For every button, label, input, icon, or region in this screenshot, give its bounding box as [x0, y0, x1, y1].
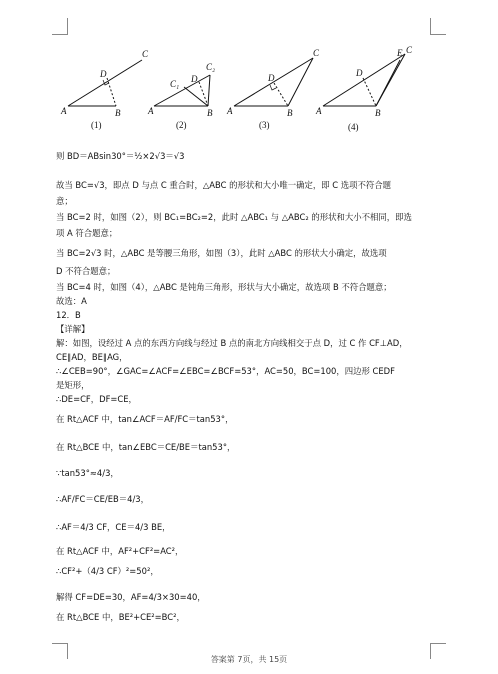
line-8: 当 BC=4 时，如图（4），△ABC 是钝角三角形，形状与大小确定，故选项 B 不符合题意； [56, 282, 392, 292]
fig3-label-b: B [287, 108, 293, 118]
line-6: 当 BC=2√3 时，△ABC 是等腰三角形，如图（3），此时 △ABC 的形状大小确定，故选项 [56, 248, 387, 258]
fig2-label-c2: C₂ [206, 62, 216, 72]
fig1-caption: (1) [91, 120, 102, 130]
crop-mark-bl-h [52, 643, 68, 644]
line-15: 是矩形， [56, 380, 90, 390]
line-12: 解：如图，设经过 A 点的东西方向线与经过 B 点的南北方向线相交于点 D，过 C 作 CF⊥AD， [56, 338, 408, 348]
figures-svg [58, 40, 448, 136]
fig2-label-c1: C₁ [170, 79, 180, 89]
fig1-label-b: B [115, 108, 121, 118]
fig4-caption: (4) [348, 122, 359, 132]
fig2-label-a: A [148, 106, 154, 116]
line-10: 12．B [56, 310, 81, 320]
line-4: 当 BC=2 时，如图（2），则 BC₁=BC₂=2，此时 △ABC₁ 与 △ABC₂ 的形状和大小不相同，即选 [56, 212, 412, 222]
fig3-label-c: C [313, 48, 320, 58]
line-22: 在 Rt△ACF 中，AF²+CF²=AC²， [56, 546, 184, 556]
line-17: 在 Rt△ACF 中，tan∠ACF＝AF/FC＝tan53°， [56, 414, 234, 424]
geometry-figures [58, 40, 448, 136]
crop-mark-tl-h [52, 34, 68, 35]
crop-mark-tr-v [430, 18, 431, 34]
line-2: 故当 BC=√3，即点 D 与点 C 重合时，△ABC 的形状和大小唯一确定，即 C 选项不符合题 [56, 180, 392, 190]
line-18: 在 Rt△BCE 中，tan∠EBC＝CE/BE＝tan53°， [56, 442, 236, 452]
fig3-label-a: A [227, 106, 233, 116]
fig1-label-d: D [100, 69, 107, 79]
crop-mark-br-h [430, 643, 446, 644]
line-11: 【详解】 [56, 324, 90, 334]
fig2-label-b: B [207, 108, 213, 118]
fig1-label-a: A [61, 106, 67, 116]
fig4-label-e: E [397, 48, 403, 58]
line-24: 解得 CF=DE=30，AF=4/3×30=40， [56, 592, 206, 602]
fig4-label-b: B [375, 108, 381, 118]
fig2-label-d: D [191, 74, 198, 84]
fig1-label-c: C [142, 49, 149, 59]
line-19: ∵tan53°≈4/3， [56, 468, 119, 478]
fig2-caption: (2) [176, 120, 187, 130]
crop-mark-tr-h [430, 34, 446, 35]
crop-mark-tl-v [67, 18, 68, 34]
line-25: 在 Rt△BCE 中，BE²+CE²=BC²， [56, 612, 185, 622]
line-9: 故选：A [56, 296, 87, 306]
fig4-label-a: A [316, 106, 322, 116]
line-23: ∴CF²+（4/3 CF）²=50²， [56, 566, 159, 576]
page-footer: 答案第 7页，共 15页 [210, 655, 288, 664]
line-14: ∴∠CEB=90°，∠GAC=∠ACF=∠EBC=∠BCF=53°，AC=50，BC=100，四边形 CEDF [56, 366, 395, 376]
line-16: ∴DE=CF，DF=CE， [56, 394, 137, 404]
line-1: 则 BD＝ABsin30°＝½×2√3＝√3 [56, 151, 185, 161]
line-20: ∴AF/FC＝CE/EB＝4/3， [56, 494, 149, 504]
line-13: CE∥AD，BE∥AG， [56, 352, 128, 362]
fig4-label-d: D [356, 68, 363, 78]
fig3-label-d: D [268, 73, 275, 83]
fig3-caption: (3) [259, 120, 270, 130]
fig4-label-c: C [406, 45, 413, 55]
line-21: ∴AF＝4/3 CF，CE＝4/3 BE， [56, 522, 171, 532]
line-5: 项 A 符合题意； [56, 228, 118, 238]
line-3: 意； [56, 196, 73, 206]
line-7: D 不符合题意； [56, 266, 116, 276]
